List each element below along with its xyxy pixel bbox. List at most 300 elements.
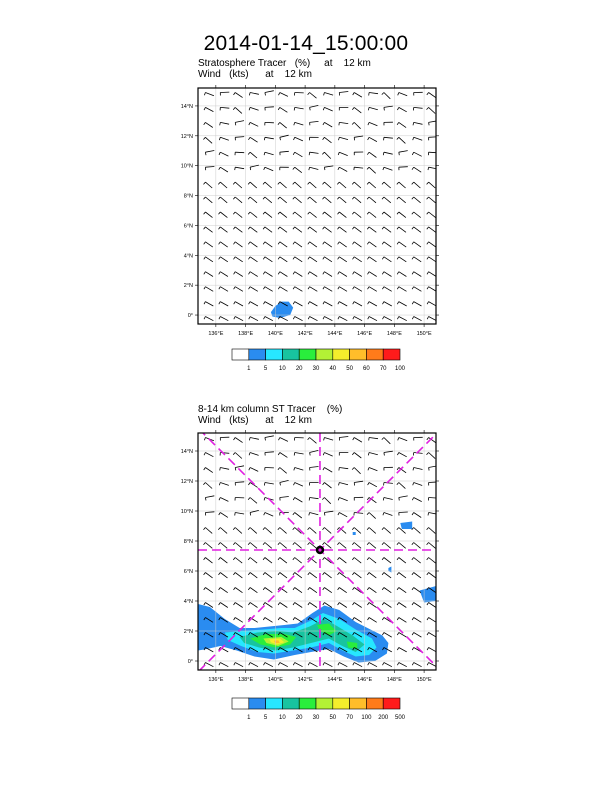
wind-barb-flag [397,182,399,184]
y-tick-label: 10°N [180,509,193,515]
wind-barb-flag [263,287,265,290]
wind-barb-shaft [235,227,242,232]
wind-barb-flag [427,257,429,260]
wind-barb-flag [412,272,414,275]
wind-barb-shaft [205,242,212,247]
wind-barb-shaft [235,618,243,623]
wind-barb-shaft [384,588,391,593]
y-tick-label: 0° [187,659,193,665]
wind-barb-flag [397,573,399,575]
wind-barb-shaft [384,633,392,638]
wind-barb-flag [324,513,325,516]
wind-barb-flag [397,558,399,560]
wind-barb-flag [263,197,265,199]
wind-barb-flag [263,272,265,275]
colorbar-label: 5 [263,715,268,721]
wind-barb-shaft [354,558,361,564]
wind-barb-shaft [369,558,376,564]
wind-barb-shaft [369,212,376,218]
colorbar-swatch [316,349,333,360]
wind-barb-flag [219,663,220,666]
wind-barb-flag [323,257,325,260]
x-tick-label: 144°E [327,677,343,683]
wind-barb-flag [308,543,310,545]
wind-barb-flag [219,588,221,590]
wind-barb-flag [397,137,399,139]
wind-barb-flag [264,302,265,305]
wind-barb-shaft [205,257,213,262]
wind-barb-flag [427,242,429,245]
wind-barb-shaft [265,242,272,247]
wind-barb-shaft [324,212,331,218]
wind-barb-shaft [369,663,377,667]
colorbar-swatch [316,698,333,709]
wind-barb-flag [352,182,354,184]
wind-barb-shaft [235,93,242,98]
wind-barb-flag [353,272,355,275]
wind-barb-shaft [295,287,303,292]
wind-barb-flag [382,227,384,229]
wind-barb-flag [382,242,384,245]
wind-barb-flag [249,107,250,110]
wind-barb-shaft [280,618,288,623]
colorbar-label: 30 [312,715,320,721]
wind-barb-shaft [220,528,227,534]
wind-barb-flag [248,558,250,560]
wind-barb-flag [233,453,235,455]
wind-barb-flag [234,588,236,590]
wind-barb-shaft [399,151,408,153]
wind-barb-flag [248,152,250,154]
wind-barb-flag [412,633,414,636]
wind-barb-flag [382,287,384,290]
wind-barb-flag [339,137,340,140]
wind-barb-shaft [384,93,390,99]
wind-barb-flag [367,603,369,606]
wind-barb-shaft [414,588,421,593]
wind-barb-shaft [354,242,361,247]
wind-barb-shaft [310,588,317,593]
wind-barb-flag [398,438,399,441]
wind-barb-shaft [280,480,289,482]
wind-barb-flag [429,468,430,471]
wind-barb-shaft [235,137,244,138]
wind-barb-flag [278,573,280,575]
wind-barb-shaft [235,121,244,123]
wind-barb-flag [352,558,354,560]
wind-barb-flag [233,573,235,575]
wind-barb-flag [204,302,205,305]
wind-barb-flag [293,242,295,245]
wind-barb-shaft [235,272,243,277]
wind-barb-flag [308,528,310,530]
wind-barb-flag [234,618,236,621]
wind-barb-flag [368,287,370,290]
wind-barb-flag [204,182,206,184]
wind-barb-flag [248,212,250,214]
colorbar-label: 100 [361,715,372,721]
wind-barb-shaft [220,272,228,277]
colorbar-label: 10 [279,715,286,721]
colorbar-swatch [366,349,383,360]
wind-barb-flag [383,513,384,516]
wind-barb-shaft [250,242,257,247]
wind-barb-flag [219,302,221,305]
wind-barb-shaft [429,317,437,321]
wind-barb-flag [204,272,206,275]
wind-barb-flag [220,122,221,125]
wind-barb-flag [338,287,340,290]
wind-barb-shaft [369,287,377,292]
wind-barb-flag [338,588,340,590]
wind-barb-flag [293,182,295,184]
wind-barb-shaft [429,107,436,113]
wind-barb-shaft [384,573,391,578]
wind-barb-shaft [280,93,288,97]
wind-barb-flag [308,438,310,440]
wind-barb-shaft [414,197,421,203]
colorbar-swatch [350,698,367,709]
wind-barb-shaft [265,197,272,203]
wind-barb-flag [427,93,429,95]
wind-barb-shaft [354,573,361,578]
wind-barb-shaft [295,453,304,455]
wind-barb-shaft [369,317,377,321]
wind-barb-flag [219,558,221,560]
wind-barb-flag [353,438,355,441]
wind-barb-shaft [280,242,287,247]
wind-barb-flag [293,528,295,530]
wind-barb-shaft [324,528,331,534]
wind-barb-shaft [369,468,377,471]
colorbar-swatch [249,349,266,360]
y-tick-label: 8°N [183,539,193,545]
wind-barb-flag [204,438,205,441]
wind-barb-flag [233,543,235,545]
wind-barb-flag [278,257,280,260]
wind-barb-shaft [324,272,332,277]
wind-barb-shaft [339,603,347,608]
wind-barb-shaft [399,257,407,262]
wind-barb-shaft [369,227,376,232]
wind-barb-flag [234,317,235,320]
wind-barb-flag [323,603,325,606]
wind-barb-flag [308,287,310,290]
wind-barb-flag [323,588,325,590]
wind-barb-shaft [414,242,421,247]
wind-barb-shaft [414,543,421,549]
wind-barb-shaft [369,152,376,157]
tracer-contour [388,567,391,573]
wind-barb-flag [204,107,205,110]
wind-barb-shaft [429,272,437,277]
wind-barb-shaft [354,481,363,482]
wind-barb-flag [337,528,339,530]
wind-barb-flag [279,438,280,441]
wind-barb-shaft [429,573,436,578]
colorbar-swatch [383,349,400,360]
wind-barb-flag [367,588,369,590]
wind-barb-shaft [354,182,361,188]
wind-barb-shaft [310,227,317,232]
wind-barb-shaft [205,453,213,457]
wind-barb-flag [204,558,206,560]
wind-barb-shaft [339,588,346,593]
wind-barb-shaft [265,302,273,306]
wind-barb-flag [293,618,295,621]
wind-barb-shaft [414,287,422,292]
wind-barb-shaft [310,302,318,306]
wind-barb-flag [308,588,310,590]
wind-barb-flag [264,152,265,155]
colorbar-swatch [266,698,283,709]
wind-barb-flag [353,257,355,260]
wind-barb-flag [204,287,206,290]
wind-barb-shaft [369,543,376,549]
wind-barb-flag [293,603,295,606]
wind-barb-flag [293,513,295,515]
y-tick-label: 10°N [180,163,193,170]
wind-barb-flag [427,438,429,440]
wind-barb-flag [323,227,325,229]
wind-barb-shaft [220,122,229,124]
wind-barb-flag [427,663,428,666]
wind-barb-shaft [235,558,242,564]
wind-barb-shaft [295,558,302,564]
wind-barb-shaft [384,212,391,218]
wind-barb-flag [248,483,250,486]
wind-barb-shaft [429,618,437,623]
wind-barb-shaft [280,287,288,292]
wind-barb-shaft [324,663,332,667]
wind-barb-flag [263,558,265,560]
wind-barb-flag [427,197,429,199]
wind-barb-shaft [220,137,229,140]
wind-barb-flag [278,107,280,110]
wind-barb-shaft [399,227,406,232]
wind-barb-shaft [414,227,421,232]
wind-barb-flag [397,603,399,606]
wind-barb-shaft [295,543,302,549]
wind-barb-shaft [414,272,422,277]
wind-barb-shaft [280,317,288,321]
wind-barb-shaft [384,287,392,292]
wind-barb-shaft [310,513,319,515]
wind-barb-shaft [295,152,303,157]
wind-barb-flag [293,227,295,229]
x-tick-label: 142°E [297,677,313,683]
wind-barb-flag [367,182,369,184]
wind-barb-shaft [384,227,391,232]
wind-barb-flag [263,182,265,184]
wind-barb-shaft [354,272,362,277]
wind-barb-shaft [429,633,437,638]
wind-barb-flag [397,317,398,320]
wind-barb-flag [323,483,325,485]
wind-barb-shaft [205,302,213,306]
wind-barb-flag [278,242,280,245]
wind-barb-shaft [205,197,212,203]
wind-barb-shaft [265,317,273,321]
wind-barb-shaft [324,588,331,593]
wind-barb-flag [248,528,250,530]
y-tick-label: 12°N [180,479,193,485]
wind-barb-shaft [205,512,214,513]
wind-barb-shaft [295,272,303,277]
wind-barb-shaft [205,588,212,593]
wind-barb-shaft [265,287,273,292]
wind-barb-shaft [310,212,317,218]
wind-barb-flag [397,588,399,590]
wind-barb-shaft [310,182,317,188]
wind-barb-shaft [399,212,406,218]
wind-barb-flag [353,603,355,606]
wind-barb-flag [397,633,399,636]
wind-barb-flag [249,453,250,456]
wind-barb-flag [397,107,398,110]
wind-barb-shaft [205,272,213,277]
wind-barb-shaft [369,182,376,188]
wind-barb-shaft [369,93,378,94]
y-tick-label: 4°N [183,599,193,605]
wind-barb-flag [294,483,295,486]
wind-barb-shaft [339,92,348,93]
wind-barb-shaft [265,436,274,438]
wind-barb-shaft [339,212,346,218]
colorbar-swatch [350,349,367,360]
wind-barb-shaft [295,107,304,109]
wind-barb-shaft [384,242,391,247]
wind-barb-shaft [295,513,302,519]
wind-barb-shaft [339,242,346,247]
wind-barb-flag [412,558,414,560]
wind-barb-shaft [324,152,330,158]
wind-barb-shaft [310,197,317,203]
wind-barb-flag [412,513,414,516]
wind-barb-flag [338,167,339,170]
wind-barb-flag [427,107,429,109]
wind-barb-shaft [369,242,376,247]
wind-barb-flag [382,212,384,214]
wind-barb-flag [293,588,295,590]
wind-barb-shaft [414,618,422,623]
colorbar-label: 20 [295,366,303,372]
wind-barb-flag [427,573,429,575]
wind-barb-flag [278,618,280,621]
wind-barb-shaft [369,272,377,277]
wind-barb-flag [412,302,414,305]
wind-barb-shaft [369,513,376,519]
wind-barb-flag [263,227,265,229]
wind-barb-shaft [295,257,303,262]
wind-barb-shaft [250,93,259,95]
wind-barb-flag [338,272,340,275]
colorbar-label: 40 [329,366,337,372]
wind-barb-shaft [414,483,423,486]
wind-barb-flag [249,438,250,441]
wind-barb-flag [234,272,236,275]
wind-barb-shaft [324,122,332,127]
wind-barb-shaft [429,603,436,608]
wind-barb-flag [248,182,250,184]
wind-barb-flag [235,513,236,516]
x-tick-label: 138°E [238,331,254,337]
wind-barb-flag [235,122,236,125]
wind-barb-flag [353,663,354,666]
wind-barb-flag [382,528,384,530]
wind-barb-shaft [205,93,214,96]
wind-barb-flag [427,287,429,290]
wind-barb-shaft [265,182,272,188]
wind-barb-shaft [280,468,287,474]
wind-barb-shaft [310,152,319,153]
wind-barb-flag [263,603,265,606]
wind-barb-shaft [280,135,289,137]
wind-barb-flag [308,257,310,260]
wind-barb-shaft [429,182,436,188]
wind-barb-flag [219,272,221,275]
wind-barb-flag [368,122,369,125]
wind-barb-shaft [235,287,243,292]
wind-barb-flag [368,483,370,486]
wind-barb-shaft [220,498,228,502]
wind-barb-shaft [369,197,376,203]
wind-barb-flag [412,242,414,245]
wind-barb-flag [382,257,384,260]
x-tick-label: 148°E [386,677,402,683]
wind-barb-shaft [369,122,377,125]
wind-barb-shaft [220,468,229,470]
wind-barb-flag [323,107,324,110]
wind-barb-shaft [429,242,436,247]
wind-barb-flag [427,272,429,275]
wind-barb-shaft [369,453,378,455]
wind-barb-shaft [250,287,258,292]
wind-barb-flag [310,453,311,456]
wind-barb-flag [367,528,369,530]
tracer-contour [271,302,293,318]
wind-barb-flag [397,618,399,621]
wind-barb-shaft [414,573,421,578]
wind-barb-shaft [339,227,346,232]
wind-barb-flag [234,663,235,666]
wind-barb-flag [294,107,295,110]
wind-barb-shaft [235,663,243,667]
wind-barb-flag [233,197,235,199]
wind-barb-shaft [295,167,302,173]
wind-barb-flag [219,242,221,245]
wind-barb-shaft [339,437,348,438]
wind-barb-shaft [205,663,213,667]
wind-barb-shaft [429,257,436,262]
wind-barb-shaft [235,573,242,578]
wind-barb-shaft [324,453,332,457]
wind-barb-shaft [265,227,272,232]
wind-barb-shaft [250,257,257,262]
wind-barb-flag [338,513,339,516]
wind-barb-shaft [369,257,376,262]
wind-barb-shaft [220,152,228,156]
wind-barb-shaft [265,603,273,608]
wind-barb-flag [218,528,220,530]
wind-barb-flag [412,648,414,651]
wind-barb-flag [367,242,369,245]
wind-barb-shaft [295,588,302,593]
wind-barb-shaft [354,453,361,459]
wind-barb-shaft [339,182,346,188]
wind-barb-shaft [399,558,406,564]
wind-barb-shaft [399,317,407,321]
